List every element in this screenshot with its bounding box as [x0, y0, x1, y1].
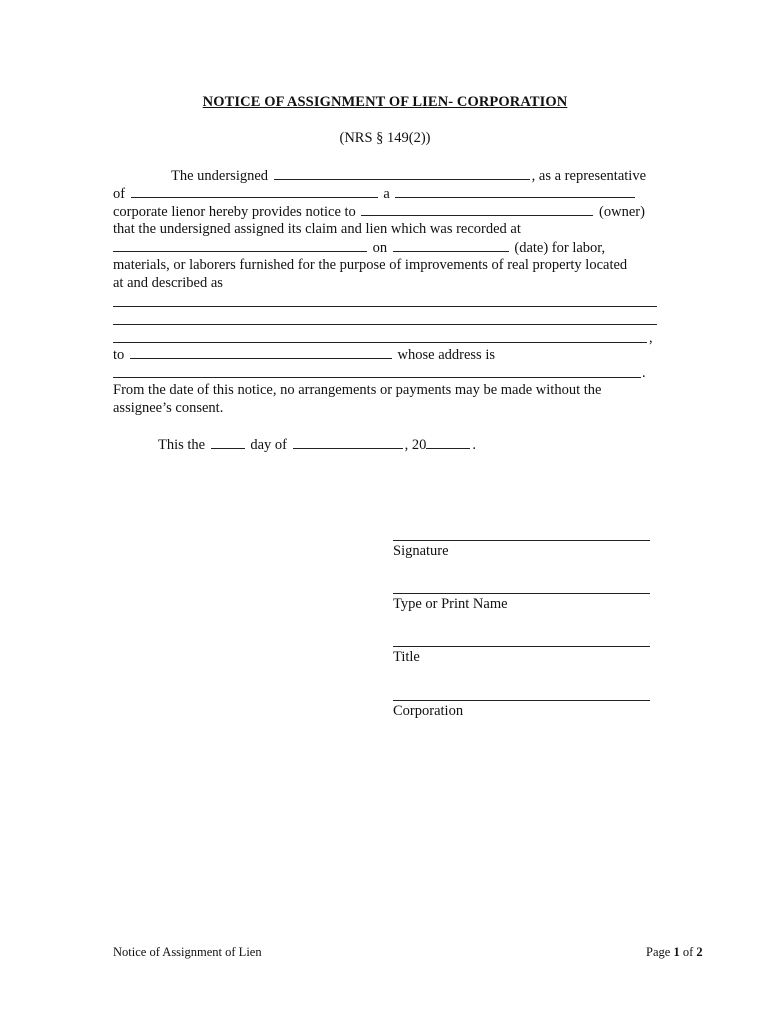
body-line-11 [113, 345, 495, 364]
corporation-label: Corporation [393, 703, 464, 719]
body-line-4: that the undersigned assigned its claim and lien which was recorded at [113, 221, 521, 237]
of-label: of [113, 186, 126, 202]
description-line-1[interactable] [113, 306, 657, 307]
body-line-7: at and described as [113, 275, 223, 291]
signature-label: Signature [393, 543, 449, 559]
signature-field[interactable] [393, 540, 650, 541]
body-line-5 [113, 238, 605, 257]
undersigned-label: The undersigned [171, 168, 269, 184]
description-line-3[interactable] [113, 342, 647, 343]
corporation-field[interactable] [393, 700, 650, 701]
assignee-address-field[interactable] [113, 377, 641, 378]
footer-document-name: Notice of Assignment of Lien [113, 945, 262, 959]
print-name-field[interactable] [393, 593, 650, 594]
address-period: . [642, 365, 646, 381]
date-for-labor-label: (date) for labor, [514, 240, 606, 256]
description-line-2[interactable] [113, 324, 657, 325]
month-field[interactable] [293, 435, 403, 449]
page-total: 2 [696, 945, 703, 959]
this-the-label: This the [158, 437, 206, 453]
notice-to-label: corporate lienor hereby provides notice to [113, 204, 356, 220]
body-line-6: materials, or laborers furnished for the purpose of improvements of real property located [113, 257, 628, 273]
corporation-type-field[interactable] [395, 184, 635, 198]
to-label: to [113, 347, 125, 363]
document-title: NOTICE OF ASSIGNMENT OF LIEN- CORPORATION [202, 94, 568, 110]
year-prefix-label: , 20 [404, 437, 427, 453]
corporation-name-field[interactable] [131, 184, 378, 198]
owner-name-field[interactable] [361, 202, 593, 216]
title-field[interactable] [393, 646, 650, 647]
recorded-date-field[interactable] [393, 238, 509, 252]
whose-address-label: whose address is [397, 347, 495, 363]
body-line-14: assignee’s consent. [113, 400, 224, 416]
undersigned-name-field[interactable] [274, 166, 530, 180]
of-page-label: of [682, 945, 694, 959]
a-label: a [383, 186, 390, 202]
description-comma: , [649, 330, 653, 346]
body-line-3 [113, 202, 645, 221]
title-label: Title [393, 649, 420, 665]
owner-label: (owner) [599, 204, 645, 220]
body-line-13: From the date of this notice, no arrangements or payments may be made without the [113, 382, 602, 398]
on-label: on [372, 240, 388, 256]
recorded-at-field[interactable] [113, 238, 367, 252]
day-of-label: day of [250, 437, 288, 453]
year-field[interactable] [426, 435, 470, 449]
print-name-label: Type or Print Name [393, 596, 508, 612]
page-label: Page [646, 945, 671, 959]
page-current: 1 [673, 945, 680, 959]
body-line-2 [113, 184, 637, 203]
representative-label: , as a representative [531, 168, 647, 184]
body-line-1 [171, 166, 646, 185]
date-period: . [472, 437, 477, 453]
assignee-name-field[interactable] [130, 345, 392, 359]
footer-page-number [646, 945, 703, 960]
date-line [158, 435, 476, 454]
statute-reference: (NRS § 149(2)) [339, 130, 431, 146]
day-field[interactable] [211, 435, 245, 449]
